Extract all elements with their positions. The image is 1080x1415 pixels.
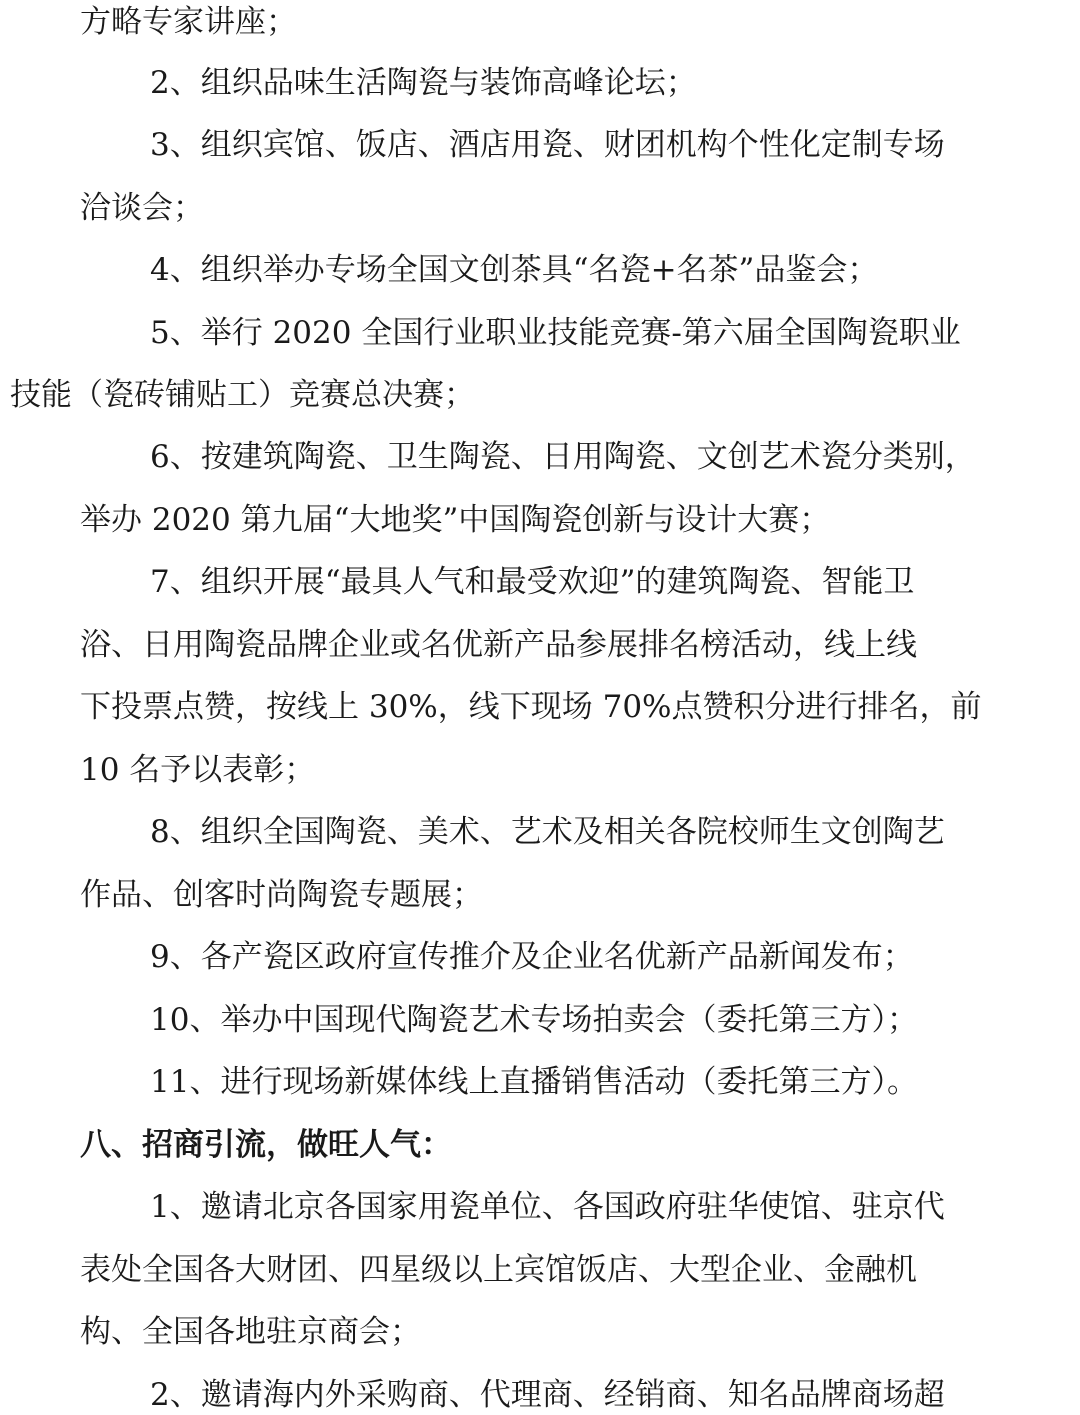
text-line-20: 1、邀请北京各国家用瓷单位、各国政府驻华使馆、驻京代 bbox=[150, 1189, 945, 1225]
text-line-10: 7、组织开展“最具人气和最受欢迎”的建筑陶瓷、智能卫 bbox=[150, 564, 915, 600]
text-line-3: 3、组织宾馆、饭店、酒店用瓷、财团机构个性化定制专场 bbox=[150, 127, 945, 163]
text-line-12: 下投票点赞，按线上 30%，线下现场 70%点赞积分进行排名，前 bbox=[80, 689, 982, 725]
text-line-11: 浴、日用陶瓷品牌企业或名优新产品参展排名榜活动，线上线 bbox=[80, 627, 917, 663]
text-line-1: 方略专家讲座； bbox=[80, 4, 297, 40]
text-line-21: 表处全国各大财团、四星级以上宾馆饭店、大型企业、金融机 bbox=[80, 1252, 917, 1288]
text-line-22: 构、全国各地驻京商会； bbox=[80, 1314, 421, 1350]
text-line-13: 10 名予以表彰； bbox=[80, 752, 316, 788]
text-line-5: 4、组织举办专场全国文创茶具“名瓷+名茶”品鉴会； bbox=[150, 252, 879, 288]
text-line-23: 2、邀请海内外采购商、代理商、经销商、知名品牌商场超 bbox=[150, 1377, 945, 1413]
text-line-15: 作品、创客时尚陶瓷专题展； bbox=[80, 877, 483, 913]
text-line-7: 技能（瓷砖铺贴工）竞赛总决赛； bbox=[10, 377, 475, 413]
text-line-16: 9、各产瓷区政府宣传推介及企业名优新产品新闻发布； bbox=[150, 939, 914, 975]
text-line-2: 2、组织品味生活陶瓷与装饰高峰论坛； bbox=[150, 65, 697, 101]
text-line-4: 洽谈会； bbox=[80, 190, 204, 226]
text-line-8: 6、按建筑陶瓷、卫生陶瓷、日用陶瓷、文创艺术瓷分类别， bbox=[150, 439, 976, 475]
text-line-17: 10、举办中国现代陶瓷艺术专场拍卖会（委托第三方）； bbox=[150, 1002, 918, 1038]
text-line-9: 举办 2020 第九届“大地奖”中国陶瓷创新与设计大赛； bbox=[80, 502, 831, 538]
text-line-6: 5、举行 2020 全国行业职业技能竞赛-第六届全国陶瓷职业 bbox=[150, 315, 961, 351]
section-heading: 八、招商引流，做旺人气： bbox=[80, 1127, 452, 1163]
text-line-18: 11、进行现场新媒体线上直播销售活动（委托第三方）。 bbox=[150, 1064, 918, 1100]
text-line-14: 8、组织全国陶瓷、美术、艺术及相关各院校师生文创陶艺 bbox=[150, 814, 945, 850]
